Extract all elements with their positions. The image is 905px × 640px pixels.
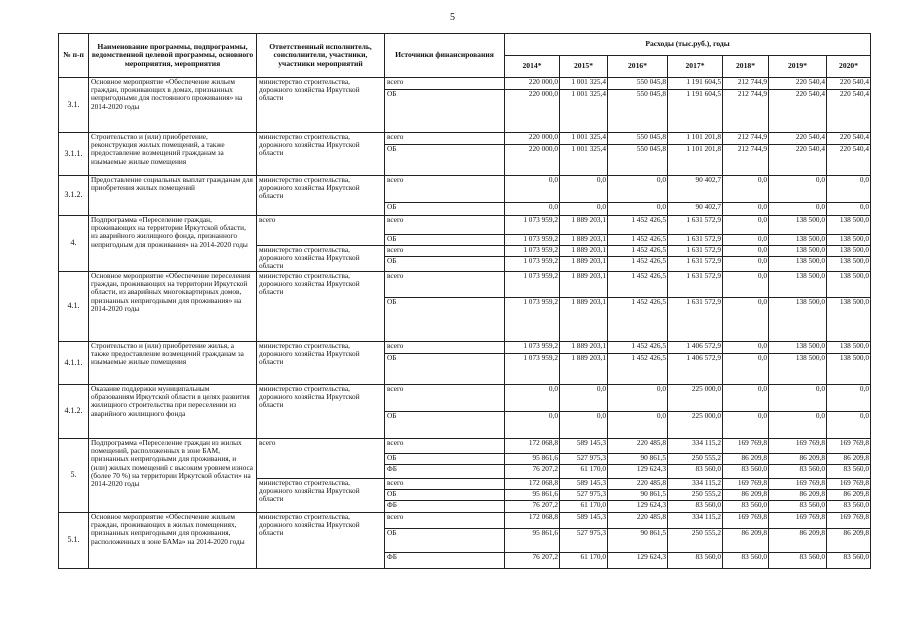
amount-cell: 212 744,9 (723, 78, 769, 90)
amount-cell: 90 861,5 (608, 490, 668, 501)
amount-cell: 90 861,5 (608, 529, 668, 553)
header-year: 2018* (723, 56, 769, 78)
amount-cell: 83 560,0 (723, 553, 769, 569)
header-year: 2019* (769, 56, 827, 78)
amount-cell: 83 560,0 (668, 501, 723, 513)
header-year: 2017* (668, 56, 723, 78)
amount-cell: 61 170,0 (560, 465, 608, 479)
item-name: Строительство и (или) приобретение жилья, а также предоставление возмещений гражданам за изымаемые жилые помещения (89, 342, 257, 385)
amount-cell: 1 406 572,9 (668, 354, 723, 385)
amount-cell: 83 560,0 (827, 501, 871, 513)
amount-cell: 1 406 572,9 (668, 342, 723, 354)
amount-cell: 86 209,8 (769, 454, 827, 465)
amount-cell: 0,0 (723, 257, 769, 272)
amount-cell: 1 889 203,1 (560, 298, 608, 342)
amount-cell: 86 209,8 (723, 490, 769, 501)
amount-cell: 1 073 959,2 (505, 216, 560, 235)
amount-cell: 212 744,9 (723, 145, 769, 176)
amount-cell: 550 045,8 (608, 145, 668, 176)
amount-cell: 225 000,0 (668, 385, 723, 412)
amount-cell: 61 170,0 (560, 501, 608, 513)
table-row (59, 78, 871, 90)
amount-cell: 90 402,7 (668, 176, 723, 203)
amount-cell: 95 861,6 (505, 490, 560, 501)
item-number: 5.1. (59, 513, 89, 569)
funding-source-cell: ОБ (385, 490, 505, 501)
header-year: 2015* (560, 56, 608, 78)
amount-cell: 1 073 959,2 (505, 298, 560, 342)
budget-table (58, 33, 871, 569)
amount-cell: 83 560,0 (668, 465, 723, 479)
amount-cell: 169 769,8 (769, 479, 827, 490)
item-name: Строительство и (или) приобретение, реконструкция жилых помещений, а также предоставление возмещений гражданам за изымаемые жилые помещения (89, 133, 257, 176)
amount-cell: 1 101 201,8 (668, 133, 723, 145)
amount-cell: 83 560,0 (769, 553, 827, 569)
amount-cell: 90 402,7 (668, 203, 723, 216)
amount-cell: 0,0 (723, 385, 769, 412)
amount-cell: 1 191 604,5 (668, 90, 723, 133)
amount-cell: 1 452 426,5 (608, 298, 668, 342)
amount-cell: 0,0 (608, 203, 668, 216)
amount-cell: 1 073 959,2 (505, 342, 560, 354)
amount-cell: 0,0 (608, 385, 668, 412)
funding-source-cell: всего (385, 439, 505, 454)
amount-cell: 169 769,8 (723, 513, 769, 529)
amount-cell: 527 975,3 (560, 490, 608, 501)
amount-cell: 0,0 (769, 385, 827, 412)
item-number: 3.1.2. (59, 176, 89, 216)
executor-cell: всего (257, 216, 385, 246)
amount-cell: 1 889 203,1 (560, 272, 608, 298)
table-header (59, 34, 871, 78)
amount-cell: 527 975,3 (560, 529, 608, 553)
amount-cell: 1 889 203,1 (560, 216, 608, 235)
amount-cell: 0,0 (560, 203, 608, 216)
amount-cell: 86 209,8 (827, 529, 871, 553)
executor-cell: министерство строительства, дорожного хозяйства Иркутской области (257, 176, 385, 216)
amount-cell: 220 540,4 (827, 78, 871, 90)
funding-source-cell: ОБ (385, 257, 505, 272)
amount-cell: 0,0 (608, 412, 668, 439)
amount-cell: 172 068,8 (505, 439, 560, 454)
amount-cell: 0,0 (723, 176, 769, 203)
amount-cell: 138 500,0 (827, 342, 871, 354)
amount-cell: 589 145,3 (560, 439, 608, 454)
funding-source-cell: ОБ (385, 298, 505, 342)
funding-source-cell: ОБ (385, 454, 505, 465)
executor-cell: министерство строительства, дорожного хозяйства Иркутской области (257, 513, 385, 569)
amount-cell: 1 452 426,5 (608, 272, 668, 298)
amount-cell: 1 631 572,9 (668, 246, 723, 257)
amount-cell: 1 073 959,2 (505, 246, 560, 257)
amount-cell: 334 115,2 (668, 479, 723, 490)
amount-cell: 76 207,2 (505, 553, 560, 569)
amount-cell: 334 115,2 (668, 439, 723, 454)
amount-cell: 138 500,0 (769, 235, 827, 246)
amount-cell: 1 073 959,2 (505, 272, 560, 298)
table-row (59, 216, 871, 235)
amount-cell: 169 769,8 (723, 479, 769, 490)
amount-cell: 1 452 426,5 (608, 354, 668, 385)
amount-cell: 95 861,6 (505, 454, 560, 465)
amount-cell: 550 045,8 (608, 133, 668, 145)
table-row (59, 385, 871, 412)
amount-cell: 138 500,0 (827, 272, 871, 298)
amount-cell: 1 889 203,1 (560, 246, 608, 257)
amount-cell: 129 624,3 (608, 501, 668, 513)
amount-cell: 0,0 (723, 342, 769, 354)
amount-cell: 0,0 (560, 176, 608, 203)
amount-cell: 90 861,5 (608, 454, 668, 465)
funding-source-cell: ОБ (385, 235, 505, 246)
amount-cell: 86 209,8 (723, 454, 769, 465)
amount-cell: 0,0 (608, 176, 668, 203)
amount-cell: 1 452 426,5 (608, 342, 668, 354)
amount-cell: 83 560,0 (769, 501, 827, 513)
amount-cell: 0,0 (827, 176, 871, 203)
item-number: 4. (59, 216, 89, 272)
item-number: 3.1.1. (59, 133, 89, 176)
amount-cell: 220 485,8 (608, 479, 668, 490)
amount-cell: 220 000,0 (505, 133, 560, 145)
amount-cell: 1 631 572,9 (668, 272, 723, 298)
amount-cell: 0,0 (769, 176, 827, 203)
amount-cell: 1 631 572,9 (668, 216, 723, 235)
funding-source-cell: ФБ (385, 553, 505, 569)
item-name: Подпрограмма «Переселение граждан из жилых помещений, расположенных в зоне БАМ, признанных непригодными для проживания, и (или) жилых помещений с высоким уровнем износа (более 70 %) на территории Иркутской области» на 2014-2020 годы (89, 439, 257, 513)
amount-cell: 220 540,4 (769, 90, 827, 133)
amount-cell: 86 209,8 (827, 454, 871, 465)
amount-cell: 1 452 426,5 (608, 257, 668, 272)
item-number: 3.1. (59, 78, 89, 133)
amount-cell: 220 540,4 (827, 90, 871, 133)
amount-cell: 129 624,3 (608, 553, 668, 569)
amount-cell: 0,0 (769, 203, 827, 216)
executor-cell: министерство строительства, дорожного хозяйства Иркутской области (257, 342, 385, 385)
amount-cell: 0,0 (827, 203, 871, 216)
amount-cell: 83 560,0 (723, 465, 769, 479)
amount-cell: 212 744,9 (723, 133, 769, 145)
funding-source-cell: всего (385, 479, 505, 490)
funding-source-cell: всего (385, 342, 505, 354)
table-row (59, 272, 871, 298)
amount-cell: 0,0 (827, 412, 871, 439)
amount-cell: 0,0 (723, 235, 769, 246)
table-row (59, 176, 871, 203)
amount-cell: 76 207,2 (505, 501, 560, 513)
amount-cell: 138 500,0 (827, 354, 871, 385)
amount-cell: 1 001 325,4 (560, 145, 608, 176)
amount-cell: 61 170,0 (560, 553, 608, 569)
amount-cell: 1 001 325,4 (560, 78, 608, 90)
amount-cell: 138 500,0 (827, 298, 871, 342)
amount-cell: 0,0 (560, 412, 608, 439)
amount-cell: 1 073 959,2 (505, 235, 560, 246)
funding-source-cell: всего (385, 78, 505, 90)
funding-source-cell: ОБ (385, 90, 505, 133)
amount-cell: 0,0 (827, 385, 871, 412)
header-name: Наименование программы, подпрограммы, ведомственной целевой программы, основного мероприятия, мероприятия (89, 34, 257, 78)
amount-cell: 86 209,8 (723, 529, 769, 553)
amount-cell: 169 769,8 (827, 439, 871, 454)
amount-cell: 212 744,9 (723, 90, 769, 133)
amount-cell: 0,0 (723, 412, 769, 439)
amount-cell: 169 769,8 (769, 513, 827, 529)
table-row (59, 133, 871, 145)
amount-cell: 0,0 (505, 385, 560, 412)
amount-cell: 220 000,0 (505, 78, 560, 90)
amount-cell: 129 624,3 (608, 465, 668, 479)
header-year: 2020* (827, 56, 871, 78)
amount-cell: 138 500,0 (769, 298, 827, 342)
amount-cell: 0,0 (505, 412, 560, 439)
funding-source-cell: всего (385, 176, 505, 203)
item-number: 5. (59, 439, 89, 513)
amount-cell: 138 500,0 (769, 272, 827, 298)
amount-cell: 138 500,0 (827, 235, 871, 246)
executor-cell: всего (257, 439, 385, 479)
amount-cell: 1 073 959,2 (505, 354, 560, 385)
amount-cell: 83 560,0 (769, 465, 827, 479)
amount-cell: 138 500,0 (769, 246, 827, 257)
amount-cell: 1 889 203,1 (560, 235, 608, 246)
amount-cell: 250 555,2 (668, 529, 723, 553)
amount-cell: 220 485,8 (608, 513, 668, 529)
amount-cell: 138 500,0 (769, 257, 827, 272)
amount-cell: 220 000,0 (505, 145, 560, 176)
amount-cell: 250 555,2 (668, 490, 723, 501)
item-number: 4.1. (59, 272, 89, 342)
amount-cell: 0,0 (723, 298, 769, 342)
amount-cell: 0,0 (723, 272, 769, 298)
table-row (59, 342, 871, 354)
amount-cell: 220 540,4 (827, 145, 871, 176)
amount-cell: 220 540,4 (769, 133, 827, 145)
amount-cell: 76 207,2 (505, 465, 560, 479)
funding-source-cell: ОБ (385, 145, 505, 176)
amount-cell: 169 769,8 (827, 513, 871, 529)
amount-cell: 86 209,8 (769, 529, 827, 553)
funding-source-cell: ОБ (385, 203, 505, 216)
amount-cell: 0,0 (723, 354, 769, 385)
executor-cell: министерство строительства, дорожного хозяйства Иркутской области (257, 272, 385, 342)
amount-cell: 0,0 (505, 176, 560, 203)
executor-cell: министерство строительства, дорожного хозяйства Иркутской области (257, 246, 385, 272)
table-row (59, 439, 871, 454)
funding-source-cell: всего (385, 513, 505, 529)
executor-cell: министерство строительства, дорожного хозяйства Иркутской области (257, 133, 385, 176)
amount-cell: 334 115,2 (668, 513, 723, 529)
executor-cell: министерство строительства, дорожного хозяйства Иркутской области (257, 385, 385, 439)
table-body (59, 78, 871, 569)
item-name: Основное мероприятие «Обеспечение жильем граждан, проживающих в жилых помещениях, признанных непригодными для проживания, расположенных в зоне БАМа» на 2014-2020 годы (89, 513, 257, 569)
header-year: 2014* (505, 56, 560, 78)
amount-cell: 1 889 203,1 (560, 257, 608, 272)
amount-cell: 95 861,6 (505, 529, 560, 553)
header-executor: Ответственный исполнитель, соисполнители, участники, участники мероприятий (257, 34, 385, 78)
amount-cell: 172 068,8 (505, 479, 560, 490)
item-name: Подпрограмма «Переселение граждан, проживающих на территории Иркутской области, из аварийного жилищного фонда, признанного непригодным для проживания» на 2014-2020 годы (89, 216, 257, 272)
amount-cell: 1 452 426,5 (608, 235, 668, 246)
amount-cell: 0,0 (723, 246, 769, 257)
funding-source-cell: всего (385, 272, 505, 298)
amount-cell: 169 769,8 (827, 479, 871, 490)
funding-source-cell: всего (385, 385, 505, 412)
header-year: 2016* (608, 56, 668, 78)
funding-source-cell: ФБ (385, 501, 505, 513)
amount-cell: 1 452 426,5 (608, 216, 668, 235)
amount-cell: 1 889 203,1 (560, 342, 608, 354)
amount-cell: 589 145,3 (560, 513, 608, 529)
amount-cell: 220 540,4 (769, 145, 827, 176)
table-row (59, 513, 871, 529)
amount-cell: 1 101 201,8 (668, 145, 723, 176)
funding-source-cell: ОБ (385, 354, 505, 385)
amount-cell: 1 073 959,2 (505, 257, 560, 272)
amount-cell: 220 540,4 (827, 133, 871, 145)
amount-cell: 86 209,8 (769, 490, 827, 501)
amount-cell: 1 001 325,4 (560, 90, 608, 133)
amount-cell: 0,0 (560, 385, 608, 412)
amount-cell: 138 500,0 (769, 354, 827, 385)
amount-cell: 1 889 203,1 (560, 354, 608, 385)
amount-cell: 83 560,0 (668, 553, 723, 569)
amount-cell: 83 560,0 (827, 553, 871, 569)
item-name: Основное мероприятие «Обеспечение жильем граждан, проживающих в домах, признанных непригодными для постоянного проживания» на 2014-2020 годы (89, 78, 257, 133)
funding-source-cell: ОБ (385, 529, 505, 553)
amount-cell: 169 769,8 (769, 439, 827, 454)
amount-cell: 0,0 (769, 412, 827, 439)
amount-cell: 550 045,8 (608, 78, 668, 90)
page-number: 5 (450, 12, 455, 23)
funding-source-cell: всего (385, 133, 505, 145)
item-name: Оказание поддержки муниципальным образованиям Иркутской области в целях развития жилищного строительства при переселении из аварийного жилищного фонда (89, 385, 257, 439)
amount-cell: 138 500,0 (827, 257, 871, 272)
item-name: Основное мероприятие «Обеспечение переселения граждан, проживающих на территории Иркутской области, из аварийных многоквартирных домов, признанных непригодными для проживания» на 2014-2020 годы (89, 272, 257, 342)
amount-cell: 1 191 604,5 (668, 78, 723, 90)
item-number: 4.1.2. (59, 385, 89, 439)
amount-cell: 83 560,0 (723, 501, 769, 513)
item-number: 4.1.1. (59, 342, 89, 385)
funding-source-cell: ФБ (385, 465, 505, 479)
amount-cell: 0,0 (723, 203, 769, 216)
executor-cell: министерство строительства, дорожного хозяйства Иркутской области (257, 78, 385, 133)
amount-cell: 172 068,8 (505, 513, 560, 529)
amount-cell: 589 145,3 (560, 479, 608, 490)
header-source: Источники финансирования (385, 34, 505, 78)
amount-cell: 1 452 426,5 (608, 246, 668, 257)
amount-cell: 138 500,0 (769, 342, 827, 354)
funding-source-cell: всего (385, 246, 505, 257)
amount-cell: 1 631 572,9 (668, 257, 723, 272)
amount-cell: 83 560,0 (827, 465, 871, 479)
executor-cell: министерство строительства, дорожного хозяйства Иркутской области (257, 479, 385, 513)
amount-cell: 138 500,0 (827, 216, 871, 235)
amount-cell: 225 000,0 (668, 412, 723, 439)
funding-source-cell: ОБ (385, 412, 505, 439)
amount-cell: 250 555,2 (668, 454, 723, 465)
header-expenses: Расходы (тыс.руб.), годы (505, 34, 871, 56)
amount-cell: 0,0 (723, 216, 769, 235)
amount-cell: 138 500,0 (769, 216, 827, 235)
amount-cell: 138 500,0 (827, 246, 871, 257)
amount-cell: 169 769,8 (723, 439, 769, 454)
funding-source-cell: всего (385, 216, 505, 235)
amount-cell: 86 209,8 (827, 490, 871, 501)
amount-cell: 1 631 572,9 (668, 235, 723, 246)
header-no: № п-п (59, 34, 89, 78)
amount-cell: 0,0 (505, 203, 560, 216)
amount-cell: 1 631 572,9 (668, 298, 723, 342)
amount-cell: 550 045,8 (608, 90, 668, 133)
amount-cell: 220 485,8 (608, 439, 668, 454)
amount-cell: 220 000,0 (505, 90, 560, 133)
amount-cell: 1 001 325,4 (560, 133, 608, 145)
item-name: Предоставление социальных выплат гражданам для приобретения жилых помещений (89, 176, 257, 216)
amount-cell: 527 975,3 (560, 454, 608, 465)
amount-cell: 220 540,4 (769, 78, 827, 90)
